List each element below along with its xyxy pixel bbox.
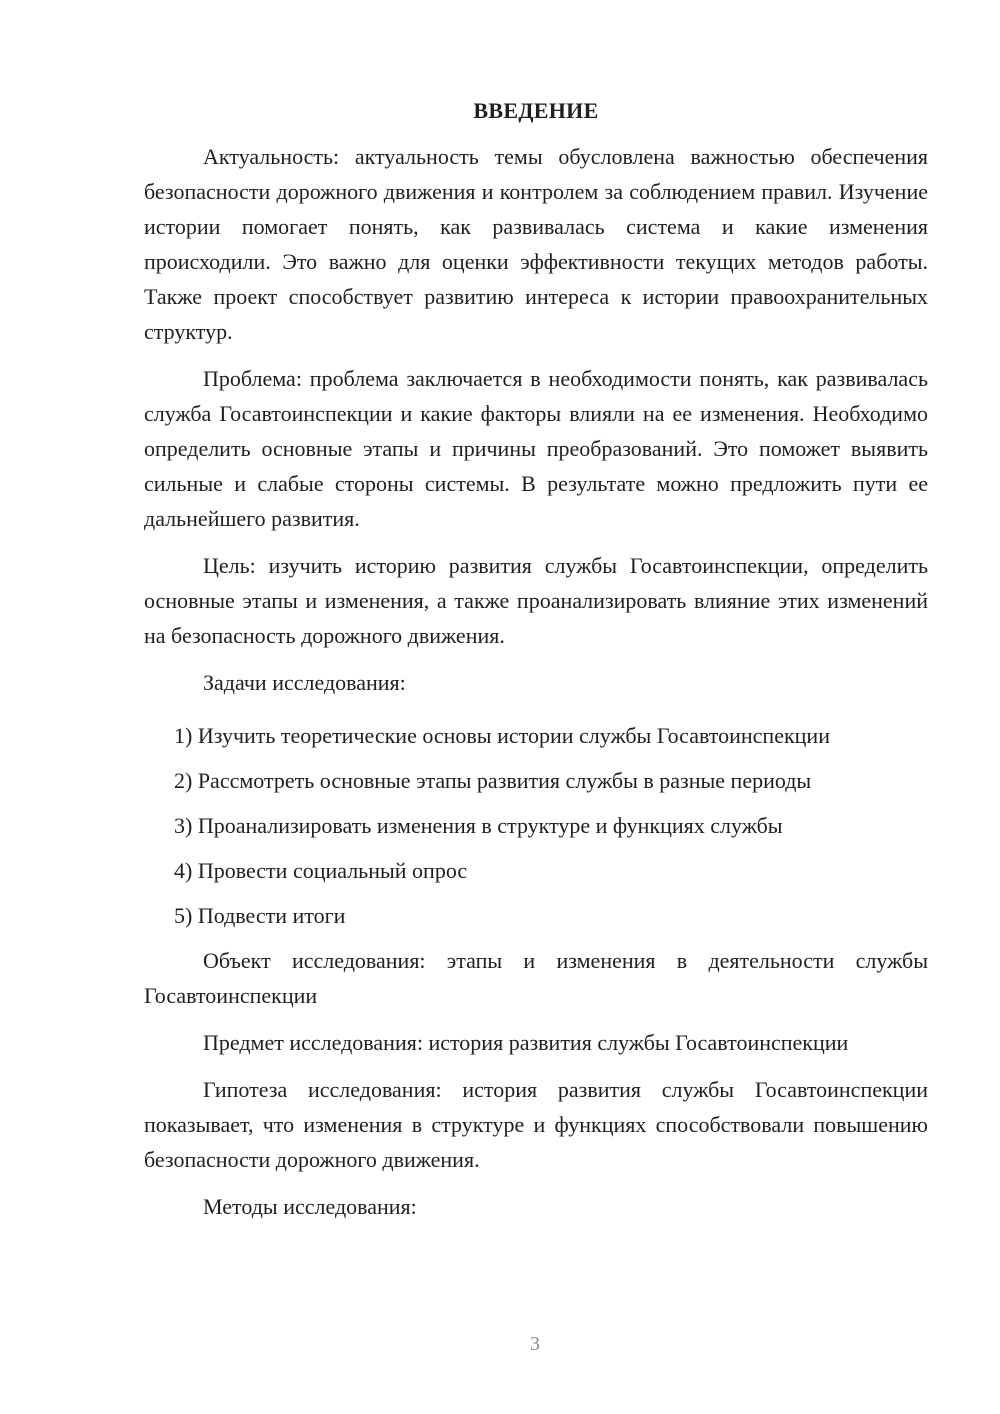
hypothesis-paragraph: Гипотеза исследования: история развития службы Госавтоинспекции показывает, что изменения в структуре и функциях способствовали повышению безопасности дорожного движения. (144, 1077, 928, 1172)
page-title: ВВЕДЕНИЕ (473, 98, 599, 123)
subject-paragraph: Предмет исследования: история развития службы Госавтоинспекции (203, 1030, 849, 1055)
problem-paragraph: Проблема: проблема заключается в необходимости понять, как развивалась служба Госавтоинспекции и какие факторы влияли на ее изменения. Необходимо определить основные этапы и причины преобразований. Это поможет выявить сильные и слабые стороны системы. В результате можно предложить пути ее дальнейшего развития. (144, 366, 928, 531)
object-paragraph: Объект исследования: этапы и изменения в деятельности службы Госавтоинспекции (144, 948, 928, 1008)
page-number: 3 (530, 1333, 540, 1355)
task-item: 5) Подвести итоги (174, 903, 346, 928)
relevance-paragraph: Актуальность: актуальность темы обусловлена важностью обеспечения безопасности дорожного движения и контролем за соблюдением правил. Изучение истории помогает понять, как развивалась система и какие изменения происходили. Это важно для оценки эффективности текущих методов работы. Также проект способствует развитию интереса к истории правоохранительных структур. (144, 144, 928, 344)
task-item: 4) Провести социальный опрос (174, 858, 468, 883)
document-body (144, 95, 928, 1236)
task-item: 3) Проанализировать изменения в структуре и функциях службы (174, 813, 783, 838)
tasks-heading: Задачи исследования: (203, 670, 406, 695)
methods-heading: Методы исследования: (203, 1194, 417, 1219)
task-item: 2) Рассмотреть основные этапы развития службы в разные периоды (174, 768, 812, 793)
goal-paragraph: Цель: изучить историю развития службы Госавтоинспекции, определить основные этапы и изменения, а также проанализировать влияние этих изменений на безопасность дорожного движения. (144, 553, 928, 648)
task-item: 1) Изучить теоретические основы истории службы Госавтоинспекции (174, 723, 830, 748)
tasks-list (144, 718, 928, 933)
